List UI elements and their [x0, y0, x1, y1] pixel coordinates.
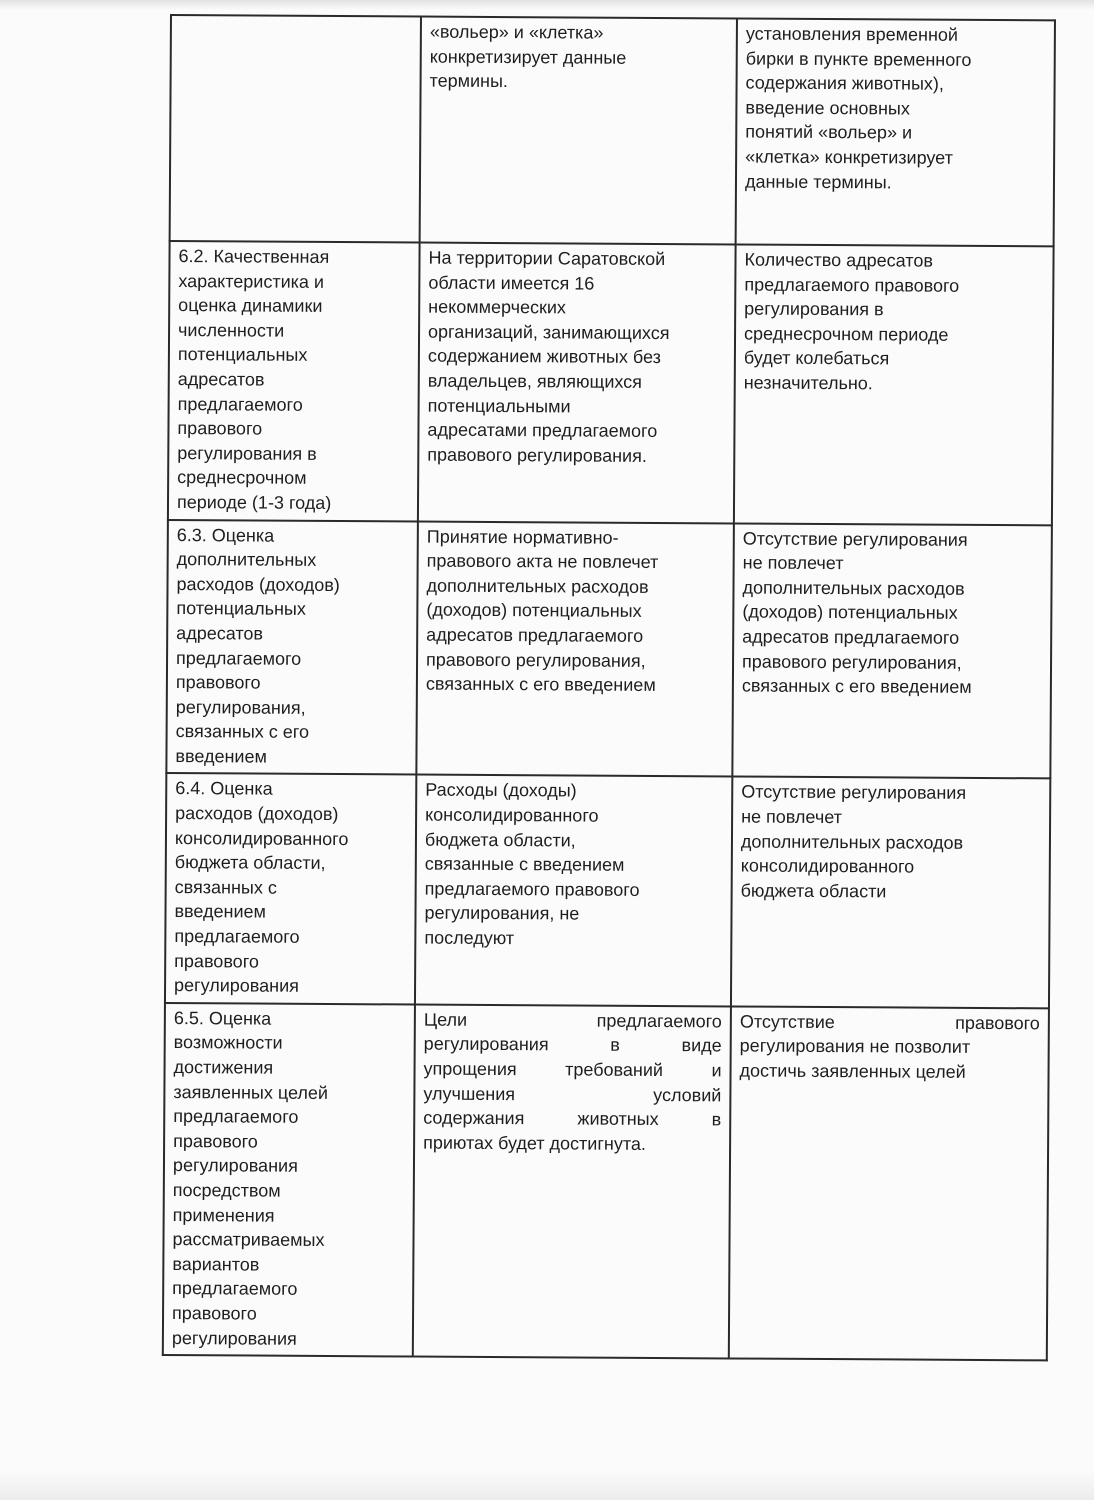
cell-text-line: вариантов [172, 1253, 260, 1275]
cell-text-line: правового регулирования. [427, 444, 647, 466]
cell-text-line: содержания животных в [423, 1107, 722, 1130]
cell-text-line: адресатов [177, 369, 265, 390]
cell-text-line: последуют [424, 927, 515, 949]
criterion-cell [166, 520, 418, 775]
cell-text-line: потенциальных [176, 598, 306, 620]
cell-text-line: потенциальных [177, 344, 308, 366]
cell-text-line: адресатов предлагаемого [426, 624, 644, 646]
cell-text-line: На территории Саратовской [428, 247, 666, 270]
scan-edge-top [0, 0, 1094, 10]
cell-text-line: адресатов [176, 622, 264, 644]
cell-text-line: бюджета области, [424, 829, 576, 851]
cell-text-line: 6.5. Оценка [173, 1007, 272, 1029]
no-regulation-cell [736, 18, 1055, 246]
cell-text-line: будет колебаться [743, 347, 890, 369]
cell-text-line: установления временной [745, 23, 959, 45]
no-regulation-cell [732, 523, 1052, 779]
cell-text-line: области имеется 16 [428, 272, 595, 294]
cell-text-line: Отсутствие правового [739, 1011, 1040, 1034]
cell-text-line: (доходов) потенциальных [426, 599, 642, 622]
cell-text-line: не повлечет [742, 552, 844, 574]
cell-text-line: регулирования [172, 1155, 298, 1177]
no-regulation-cell [734, 244, 1054, 524]
cell-text-line: достичь заявленных целей [739, 1060, 966, 1082]
cell-text-line: регулирования в [177, 442, 317, 464]
cell-text-line: правового регулирования, [741, 651, 962, 673]
cell-text-line: возможности [173, 1032, 283, 1054]
cell-text-line: содержания животных), [745, 72, 944, 94]
cell-text-line: конкретизирует данные [429, 46, 627, 68]
cell-text-line: введение основных [745, 97, 910, 119]
cell-text-line: регулирования [171, 1327, 297, 1349]
cell-text-line: предлагаемого [176, 647, 302, 669]
proposed-regulation-cell [415, 775, 732, 1006]
cell-text-line: предлагаемого [174, 926, 300, 947]
cell-text-line: регулирования, [175, 696, 306, 718]
cell-text-line: бюджета области [740, 880, 887, 902]
cell-text-line: владельцев, являющихся [427, 370, 643, 392]
cell-text-line: регулирования [174, 975, 300, 997]
cell-text-line: некоммерческих [428, 296, 567, 318]
cell-text-line: рассматриваемых [172, 1229, 325, 1251]
cell-text-line: незначительно. [743, 372, 873, 394]
cell-text-line: бирки в пункте временного [745, 48, 972, 70]
cell-text-line: правового [175, 672, 261, 693]
cell-text-line: правового [172, 1302, 257, 1324]
cell-text-line: бюджета области, [174, 852, 326, 874]
cell-text-line: среднесрочном периоде [743, 323, 949, 345]
cell-text-line: связанных с его введением [741, 675, 972, 698]
cell-text-line: расходов (доходов) [175, 803, 339, 825]
cell-text-line: правового [174, 950, 259, 972]
cell-text-line: регулирования в [744, 298, 884, 320]
cell-text-line: посредством [172, 1180, 281, 1201]
cell-text-line: введением [174, 901, 267, 923]
cell-text-line: периоде (1-3 года) [176, 491, 332, 513]
cell-text-line: не повлечет [741, 806, 842, 828]
cell-text-line: «клетка» конкретизирует [745, 146, 953, 168]
cell-text-line: Расходы (доходы) [425, 780, 577, 801]
cell-text-line: консолидированного [174, 827, 349, 849]
cell-text-line: заявленных целей [173, 1081, 329, 1103]
cell-text-line: расходов (доходов) [176, 573, 340, 595]
cell-text-line: 6.2. Качественная [178, 246, 330, 267]
cell-text-line: консолидированного [425, 804, 599, 826]
cell-text-line: организаций, занимающихся [428, 321, 670, 343]
cell-text-line: предлагаемого правового [424, 878, 640, 900]
cell-text-line: дополнительных расходов [740, 831, 964, 853]
proposed-regulation-cell [413, 1004, 731, 1358]
cell-text-line: численности [178, 319, 285, 341]
cell-text-line: регулирования в виде [423, 1033, 722, 1056]
proposed-regulation-cell [418, 243, 736, 523]
cell-text-line: предлагаемого [172, 1278, 298, 1300]
cell-text-line: регулирования не позволит [739, 1035, 971, 1058]
cell-text-line: достижения [173, 1057, 274, 1078]
cell-text-line: характеристика и [178, 270, 325, 292]
proposed-regulation-cell [416, 521, 734, 777]
cell-text-line: 6.4. Оценка [175, 778, 273, 800]
cell-text-line: термины. [429, 70, 509, 92]
cell-text-line: предлагаемого [173, 1106, 299, 1127]
cell-text-line: связанные с введением [424, 853, 625, 876]
cell-text-line: адресатами предлагаемого [427, 419, 658, 442]
cell-text-line: адресатов предлагаемого [742, 626, 960, 648]
cell-text-line: приютах будет достигнута. [423, 1132, 646, 1154]
criterion-cell [163, 1003, 415, 1357]
cell-text-line: оценка динамики [178, 295, 323, 317]
no-regulation-cell [731, 777, 1050, 1008]
cell-text-line: предлагаемого [177, 393, 303, 415]
cell-text-line: среднесрочном [177, 467, 307, 489]
scan-edge-bottom [0, 1470, 1094, 1500]
table-row-6-4 [165, 773, 1050, 1008]
table-row-6-2 [168, 241, 1054, 525]
cell-text-line: содержанием животных без [427, 345, 661, 368]
cell-text-line: «вольер» и «клетка» [429, 21, 604, 43]
cell-text-line: связанных с его введением [425, 673, 656, 696]
table-row-6-5 [163, 1003, 1049, 1361]
criterion-cell [165, 773, 416, 1004]
cell-text-line: дополнительных расходов [426, 575, 649, 597]
table-body [163, 15, 1055, 1361]
cell-text-line: Отсутствие регулирования [741, 781, 967, 804]
cell-text-line: правового регулирования, [426, 649, 646, 671]
cell-text-line: Принятие нормативно- [426, 526, 619, 548]
cell-text-line: 6.3. Оценка [176, 524, 275, 546]
cell-text-line: связанных с его [175, 721, 310, 743]
no-regulation-cell [729, 1006, 1049, 1360]
cell-text-line: правового [177, 418, 263, 439]
cell-text-line: регулирования, не [424, 903, 580, 924]
criterion-cell [170, 15, 421, 243]
cell-text-line: Количество адресатов [744, 249, 934, 271]
cell-text-line: дополнительных [176, 549, 317, 571]
cell-text-line: упрощения требований и [423, 1058, 722, 1081]
cell-text-line: связанных с [174, 876, 277, 898]
criterion-cell [168, 241, 420, 521]
cell-text-line: понятий «вольер» и [745, 121, 913, 143]
cell-text-line: данные термины. [744, 171, 892, 192]
cell-text-line: дополнительных расходов [742, 577, 965, 599]
cell-text-line: Отсутствие регулирования [742, 528, 968, 550]
cell-text-line: применения [172, 1204, 275, 1226]
cell-text-line: введением [175, 745, 267, 767]
cell-text-line: потенциальными [427, 395, 571, 417]
cell-text-line: улучшения условий [423, 1083, 722, 1105]
cell-text-line: Цели предлагаемого [423, 1009, 722, 1032]
cell-text-line: правового акта не повлечет [426, 550, 659, 573]
cell-text-line: предлагаемого правового [744, 274, 960, 296]
cell-text-line: консолидированного [740, 855, 915, 877]
table-row-6-3 [166, 520, 1052, 779]
proposed-regulation-cell [420, 17, 737, 245]
table-row-cont [170, 15, 1055, 246]
regulatory-impact-table [162, 14, 1056, 1362]
cell-text-line: (доходов) потенциальных [742, 601, 958, 624]
cell-text-line: правового [173, 1130, 258, 1152]
